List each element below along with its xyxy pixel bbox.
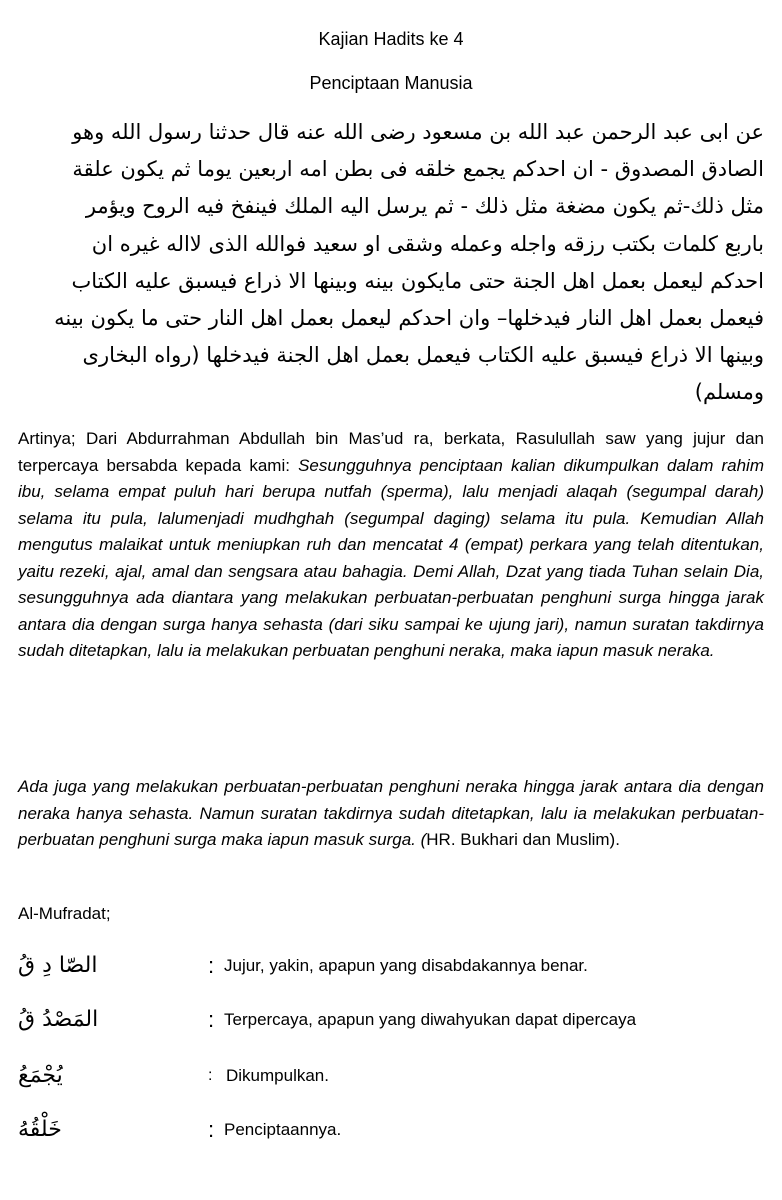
arabic-line: الصادق المصدوق - ان احدكم يجمع خلقه فى بطن امه اربعين يوما ثم يكون علقة bbox=[72, 157, 764, 182]
vocab-row bbox=[18, 1000, 764, 1040]
vocab-row bbox=[18, 1056, 764, 1096]
arabic-line: مثل ذلك-ثم يكون مضغة مثل ذلك - ثم يرسل اليه الملك فينفخ فيه الروح ويؤمر bbox=[85, 194, 764, 219]
vocab-meaning: Penciptaannya. bbox=[224, 1120, 342, 1139]
vocab-colon: : bbox=[208, 953, 215, 978]
mufradat-heading: Al-Mufradat; bbox=[18, 904, 111, 923]
arabic-line: فيعمل بعمل اهل النار فيدخلها– وان احدكم ليعمل بعمل اهل النار حتى ما يكون بينه bbox=[54, 305, 764, 330]
vocab-row bbox=[18, 1110, 764, 1150]
vocab-arabic-word: خَلْقُهُ bbox=[18, 1117, 62, 1142]
translation-hadith-text: Sesungguhnya penciptaan kalian dikumpulkan dalam rahim ibu, selama empat puluh hari berupa nutfah (sperma), lalu menjadi alaqah (segumpal darah) selama itu pula, lalumenjadi mudhghah (segumpal daging) selama itu pula. Kemudian Allah mengutus malaikat untuk meniupkan ruh dan mencatat 4 (empat) perkara yang telah ditentukan, yaitu rezeki, ajal, amal dan sengsara atau bahagia. Demi Allah, Dzat yang tiada Tuhan selain Dia, sesungguhnya ada diantara yang melakukan perbuatan-perbuatan penghuni surga hingga jarak antara dia dengan surga hanya sehasta (dari siku sampai ke ujung jari), namun suratan takdirnya sudah ditetapkan, lalu ia melakukan perbuatan penghuni neraka, maka iapun masuk neraka. bbox=[18, 455, 764, 660]
arabic-line: احدكم ليعمل بعمل اهل الجنة حتى مايكون بينه وبينها الا ذراع فيسبق عليه الكتاب bbox=[71, 268, 764, 293]
document-subtitle: Penciptaan Manusia bbox=[309, 73, 473, 93]
arabic-line: وبينها الا ذراع فيسبق عليه الكتاب فيعمل بعمل اهل الجنة فيدخلها (رواه البخارى bbox=[82, 343, 764, 368]
vocab-row bbox=[18, 946, 764, 986]
arabic-line: ومسلم) bbox=[694, 380, 764, 405]
translation-intro: Artinya; Dari Abdurrahman Abdullah bin Mas’ud ra, berkata, Rasulullah saw yang jujur dan terpercaya bersabda kepada kami: bbox=[18, 429, 764, 475]
hadith-source: HR. Bukhari dan Muslim). bbox=[426, 830, 620, 849]
vocab-meaning: Terpercaya, apapun yang diwahyukan dapat dipercaya bbox=[224, 1010, 637, 1029]
document-title: Kajian Hadits ke 4 bbox=[318, 29, 464, 49]
vocab-colon: : bbox=[208, 1067, 213, 1084]
translation-hadith-text-continued: Ada juga yang melakukan perbuatan-perbuatan penghuni neraka hingga jarak antara dia dengan neraka hanya sehasta. Namun suratan takdirnya sudah ditetapkan, lalu ia melakukan perbuatan-perbuatan penghuni surga maka iapun masuk surga. ( bbox=[18, 777, 764, 849]
translation-paragraph-1 bbox=[18, 426, 764, 665]
arabic-line: عن ابى عبد الرحمن عبد الله بن مسعود رضى الله عنه قال حدثنا رسول الله وهو bbox=[72, 120, 764, 144]
hadith-arabic-text bbox=[18, 114, 764, 412]
translation-paragraph-2 bbox=[18, 774, 764, 854]
vocab-colon: : bbox=[208, 1117, 215, 1142]
vocab-meaning: Jujur, yakin, apapun yang disabdakannya benar. bbox=[224, 956, 588, 975]
vocab-colon: : bbox=[208, 1007, 215, 1032]
vocab-arabic-word: المَصْدُ قُ bbox=[18, 1007, 99, 1032]
vocab-arabic-word: الصّا دِ قُ bbox=[18, 953, 98, 978]
vocab-arabic-word: يُجْمَعُ bbox=[18, 1063, 63, 1088]
vocab-meaning: Dikumpulkan. bbox=[226, 1066, 329, 1085]
arabic-line: باربع كلمات بكتب رزقه واجله وعمله وشقى او سعيد فوالله الذى لااله غيره ان bbox=[91, 231, 764, 256]
